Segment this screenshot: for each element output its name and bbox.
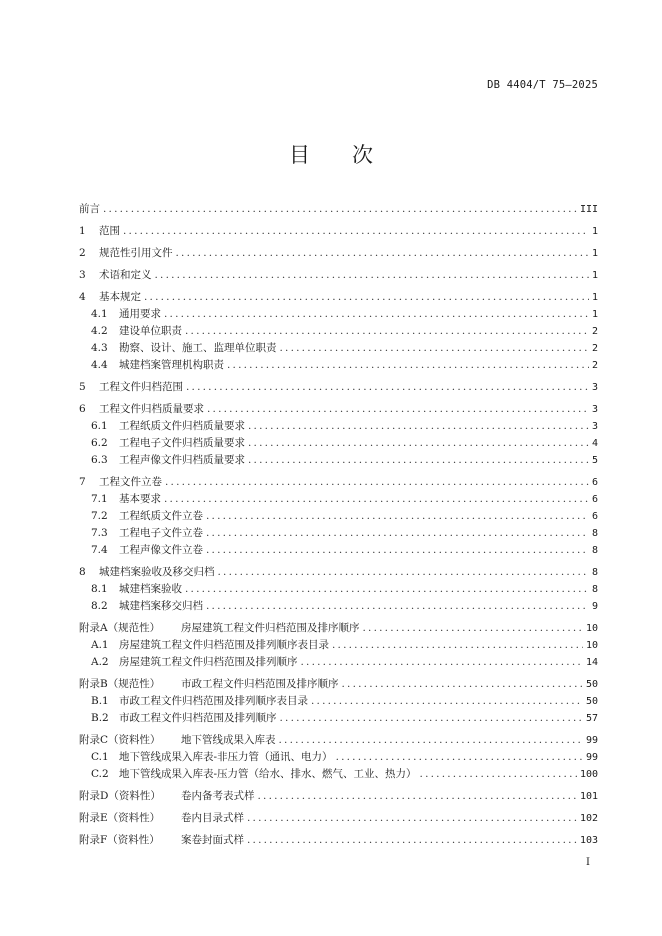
toc-entry-page: 2 [591,343,598,354]
toc-entry-label: 地下管线成果入库表-压力管（给水、排水、燃气、工业、热力） [119,768,417,780]
toc-entry-number: 2 [79,247,86,259]
toc-entry-number: 6.3 [91,454,108,466]
toc-entry-page: 57 [585,713,598,724]
toc-entry[interactable] [79,491,598,508]
toc-entry-page: 9 [591,601,598,612]
toc-entry-label: 通用要求 [119,308,161,320]
toc-entry-label: 城建档案移交归档 [119,600,203,612]
table-of-contents [79,201,598,849]
toc-entry[interactable] [79,542,598,559]
toc-leader-dots [342,676,583,693]
toc-leader-dots [155,267,589,284]
toc-entry-number: 附录B（规范性） [79,678,161,690]
toc-entry-page: 1 [591,226,598,237]
toc-entry-page: 6 [591,477,598,488]
toc-entry-label: 地下管线成果入库表 [181,734,276,746]
toc-entry-page: 8 [591,528,598,539]
toc-leader-dots [218,564,589,581]
toc-entry[interactable] [79,201,598,218]
toc-entry-label: 房屋建筑工程文件归档范围及排列顺序表目录 [119,639,329,651]
toc-entry-number: 附录D（资料性） [79,790,161,802]
toc-leader-dots [164,491,589,508]
toc-entry-label: 地下管线成果入库表-非压力管（通讯、电力） [119,751,333,763]
toc-leader-dots [279,732,583,749]
toc-leader-dots [206,598,589,615]
toc-entry-number: C.2 [91,768,109,780]
toc-entry-page: 101 [579,791,598,802]
toc-entry-label: 工程声像文件立卷 [119,544,203,556]
toc-entry-label: 建设单位职责 [119,325,182,337]
toc-entry[interactable] [79,418,598,435]
toc-leader-dots [248,452,589,469]
toc-entry-label: 房屋建筑工程文件归档范围及排列顺序 [119,656,298,668]
toc-leader-dots [164,306,589,323]
toc-entry-page: 3 [591,421,598,432]
toc-entry-number: 7.3 [91,527,108,539]
toc-entry[interactable] [79,676,598,693]
toc-entry-number: 8 [79,566,86,578]
toc-entry[interactable] [79,289,598,306]
toc-entry[interactable] [79,598,598,615]
toc-leader-dots [248,418,589,435]
toc-entry-label: 卷内备考表式样 [181,790,255,802]
toc-leader-dots [185,323,589,340]
page-number: I [586,857,590,868]
toc-entry-number: 6 [79,403,86,415]
toc-entry-page: 3 [591,404,598,415]
toc-leader-dots [207,401,589,418]
toc-entry-number: 附录F（资料性） [79,834,160,846]
toc-entry[interactable] [79,245,598,262]
toc-leader-dots [176,245,589,262]
toc-entry-number: 7.2 [91,510,108,522]
toc-entry-number: 4.2 [91,325,108,337]
toc-entry-page: 50 [585,679,598,690]
toc-leader-dots [144,289,589,306]
toc-entry-page: 8 [591,567,598,578]
toc-entry-label: 工程文件归档质量要求 [99,403,204,415]
toc-entry-page: 14 [585,657,598,668]
toc-leader-dots [336,749,583,766]
toc-entry[interactable] [79,637,598,654]
standard-code: DB 4404/T 75—2025 [487,79,598,91]
toc-entry-page: 1 [591,309,598,320]
toc-entry-label: 城建档案验收及移交归档 [99,566,215,578]
toc-entry-page: 5 [591,455,598,466]
toc-entry[interactable] [79,357,598,374]
toc-leader-dots [206,508,589,525]
toc-entry-label: 城建档案管理机构职责 [119,359,224,371]
toc-entry-number: A.2 [91,656,109,668]
toc-entry-label: 范围 [99,225,120,237]
toc-entry-number: 附录E（资料性） [79,812,161,824]
toc-entry[interactable] [79,508,598,525]
toc-entry-page: 4 [591,438,598,449]
page-title: 目 次 [289,143,373,167]
toc-entry-label: 市政工程文件归档范围及排列顺序 [119,712,277,724]
toc-entry-number: 4.4 [91,359,108,371]
toc-entry[interactable] [79,581,598,598]
toc-leader-dots [186,379,589,396]
toc-entry-label: 房屋建筑工程文件归档范围及排序顺序 [181,622,360,634]
toc-leader-dots [420,766,577,783]
toc-leader-dots [248,435,589,452]
toc-entry-page: 2 [591,326,598,337]
toc-entry[interactable] [79,732,598,749]
toc-leader-dots [301,654,583,671]
toc-leader-dots [206,542,589,559]
toc-entry-label: 勘察、设计、施工、监理单位职责 [119,342,277,354]
toc-entry-label: 前言 [79,203,100,215]
toc-entry[interactable] [79,474,598,491]
toc-leader-dots [103,201,577,218]
toc-entry-page: 6 [591,494,598,505]
toc-leader-dots [363,620,583,637]
toc-entry[interactable] [79,379,598,396]
toc-entry-page: 1 [591,292,598,303]
toc-entry-label: 工程电子文件立卷 [119,527,203,539]
toc-leader-dots [311,693,583,710]
toc-leader-dots [280,710,583,727]
toc-entry-number: 4.1 [91,308,108,320]
toc-entry-number: 附录C（资料性） [79,734,161,746]
toc-entry[interactable] [79,766,598,783]
toc-entry[interactable] [79,788,598,805]
toc-entry-label: 基本规定 [99,291,141,303]
toc-entry[interactable] [79,435,598,452]
toc-entry-page: 10 [585,640,598,651]
toc-entry-label: 市政工程文件归档范围及排序顺序 [181,678,339,690]
toc-entry-label: 工程声像文件归档质量要求 [119,454,245,466]
toc-entry-label: 工程文件归档范围 [99,381,183,393]
toc-entry[interactable] [79,620,598,637]
toc-entry-label: 城建档案验收 [119,583,182,595]
toc-entry-number: 7.4 [91,544,108,556]
toc-leader-dots [332,637,583,654]
toc-entry[interactable] [79,306,598,323]
toc-entry[interactable] [79,223,598,240]
toc-entry-number: B.1 [91,695,109,707]
toc-entry[interactable] [79,267,598,284]
toc-entry-number: 6.2 [91,437,108,449]
toc-leader-dots [247,810,577,827]
toc-entry[interactable] [79,832,598,849]
toc-entry-page: 102 [579,813,598,824]
toc-entry-page: 1 [591,248,598,259]
toc-entry-number: 7.1 [91,493,108,505]
toc-entry[interactable] [79,810,598,827]
toc-entry-label: 工程纸质文件归档质量要求 [119,420,245,432]
toc-entry-page: 8 [591,545,598,556]
toc-leader-dots [185,581,589,598]
toc-entry-page: 50 [585,696,598,707]
toc-entry-label: 卷内目录式样 [181,812,244,824]
toc-entry-page: 10 [585,623,598,634]
toc-entry-number: 4.3 [91,342,108,354]
toc-entry-page: III [579,204,598,215]
toc-entry[interactable] [79,452,598,469]
toc-entry-label: 工程文件立卷 [99,476,162,488]
toc-entry-number: 8.1 [91,583,108,595]
toc-entry[interactable] [79,323,598,340]
toc-entry-page: 103 [579,835,598,846]
toc-entry-label: 市政工程文件归档范围及排列顺序表目录 [119,695,308,707]
toc-entry-number: C.1 [91,751,109,763]
toc-entry-number: 8.2 [91,600,108,612]
toc-leader-dots [280,340,589,357]
toc-entry-number: 1 [79,225,86,237]
toc-leader-dots [258,788,577,805]
toc-entry-label: 基本要求 [119,493,161,505]
toc-entry-page: 99 [585,752,598,763]
toc-entry-number: 4 [79,291,86,303]
toc-entry-page: 6 [591,511,598,522]
toc-entry-number: 附录A（规范性） [79,622,161,634]
toc-entry[interactable] [79,401,598,418]
toc-leader-dots [165,474,589,491]
toc-entry[interactable] [79,654,598,671]
toc-entry-label: 工程电子文件归档质量要求 [119,437,245,449]
toc-entry[interactable] [79,749,598,766]
toc-entry[interactable] [79,525,598,542]
toc-entry-number: 5 [79,381,86,393]
toc-entry-number: B.2 [91,712,109,724]
toc-leader-dots [227,357,589,374]
toc-entry[interactable] [79,564,598,581]
toc-entry-page: 100 [579,769,598,780]
toc-entry[interactable] [79,710,598,727]
toc-entry-label: 术语和定义 [99,269,152,281]
toc-entry-page: 99 [585,735,598,746]
toc-entry-label: 案卷封面式样 [181,834,244,846]
toc-leader-dots [247,832,577,849]
toc-leader-dots [206,525,589,542]
toc-entry-number: 6.1 [91,420,108,432]
toc-entry[interactable] [79,340,598,357]
toc-entry-number: 3 [79,269,86,281]
toc-entry-number: A.1 [91,639,109,651]
toc-entry-page: 2 [591,360,598,371]
toc-entry-page: 8 [591,584,598,595]
toc-entry-page: 1 [591,270,598,281]
toc-entry-page: 3 [591,382,598,393]
toc-entry[interactable] [79,693,598,710]
toc-entry-label: 规范性引用文件 [99,247,173,259]
toc-entry-number: 7 [79,476,86,488]
toc-entry-label: 工程纸质文件立卷 [119,510,203,522]
toc-leader-dots [123,223,589,240]
